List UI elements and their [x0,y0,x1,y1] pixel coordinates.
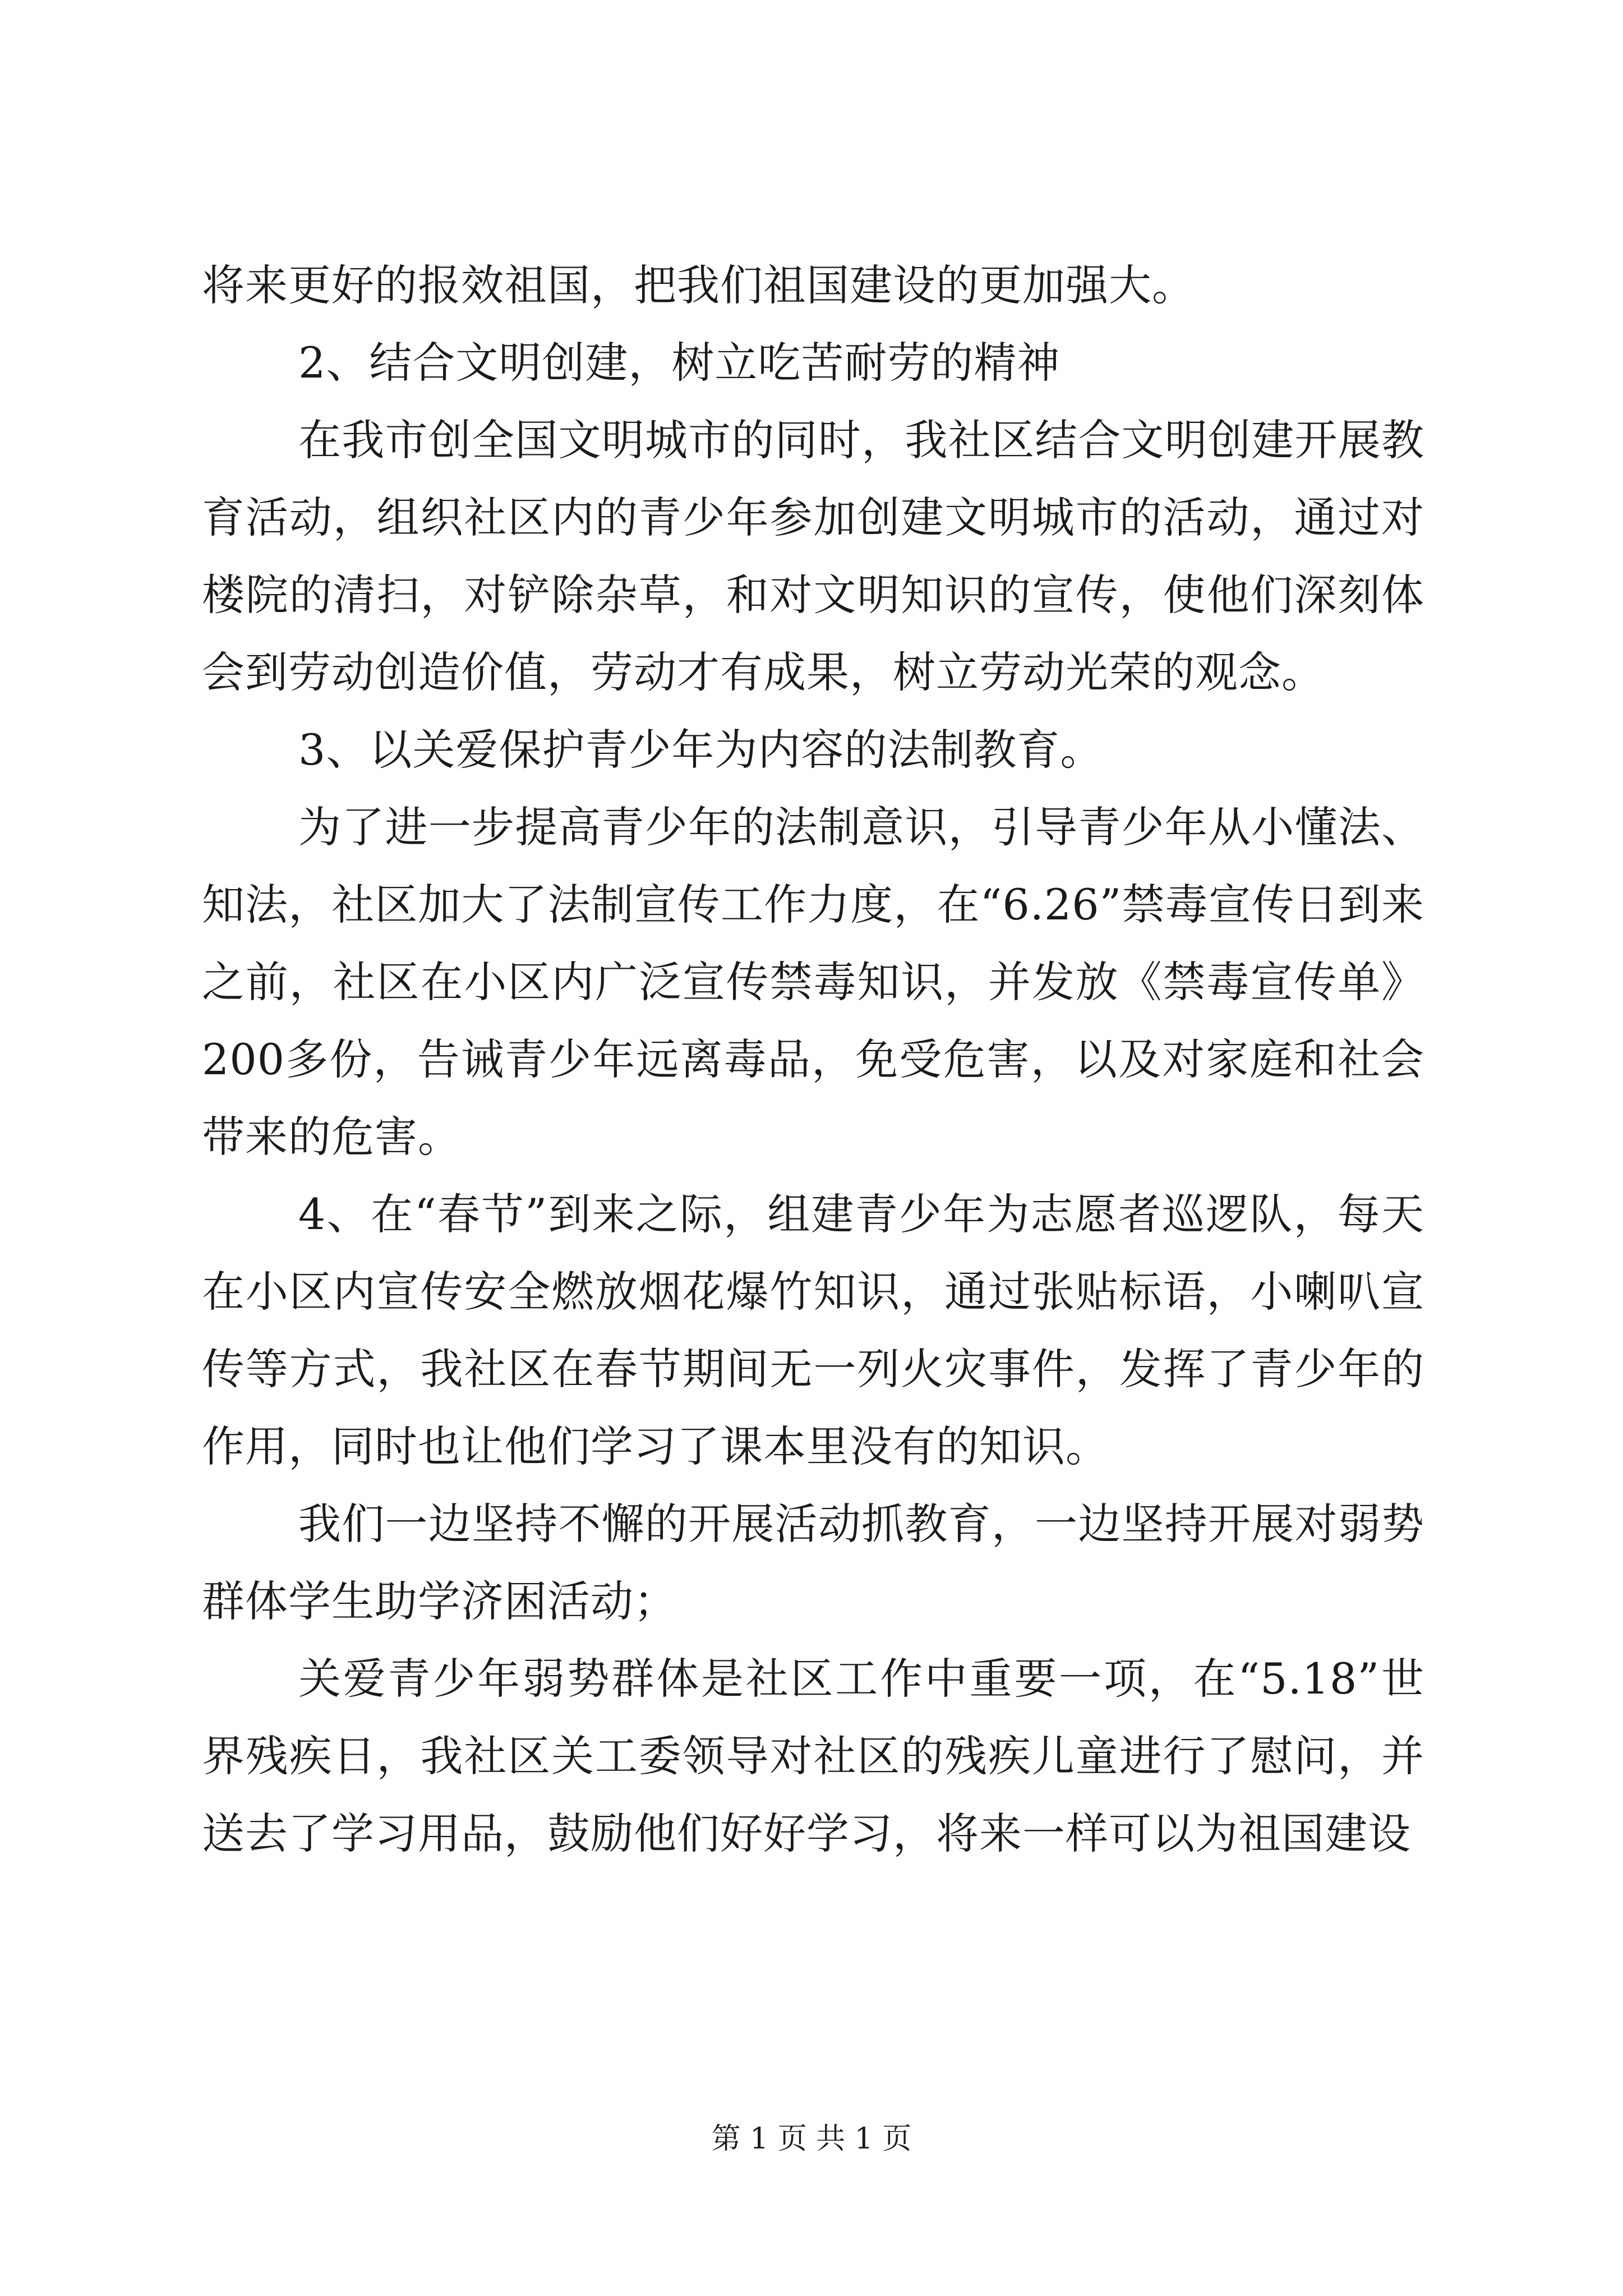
paragraph-3: 在我市创全国文明城市的同时，我社区结合文明创建开展教育活动，组织社区内的青少年参加创建文明城市的活动，通过对楼院的清扫，对铲除杂草，和对文明知识的宣传，使他们深刻体会到劳动创造价值，劳动才有成果，树立劳动光荣的观念。 [202,415,1424,697]
page-footer: 第 1 页 共 1 页 [711,2122,912,2156]
paragraph-2-heading: 2、结合文明创建，树立吃苦耐劳的精神 [298,338,1061,388]
paragraph-4-heading: 3、以关爱保护青少年为内容的法制教育。 [298,725,1104,775]
paragraph-1: 将来更好的报效祖国，把我们祖国建设的更加强大。 [202,260,1195,310]
paragraph-8: 关爱青少年弱势群体是社区工作中重要一项，在“5.18”世界残疾日，我社区关工委领导对社区的残疾儿童进行了慰问，并送去了学习用品，鼓励他们好好学习，将来一样可以为祖国建设 [202,1654,1424,1858]
paragraph-7: 我们一边坚持不懈的开展活动抓教育，一边坚持开展对弱势群体学生助学济困活动； [202,1499,1424,1626]
paragraph-5: 为了进一步提高青少年的法制意识，引导青少年从小懂法、知法，社区加大了法制宣传工作力度，在“6.26”禁毒宣传日到来之前，社区在小区内广泛宣传禁毒知识，并发放《禁毒宣传单》200多份，告诫青少年远离毒品，免受危害，以及对家庭和社会带来的危害。 [202,802,1424,1162]
paragraph-6: 4、在“春节”到来之际，组建青少年为志愿者巡逻队，每天在小区内宣传安全燃放烟花爆竹知识，通过张贴标语，小喇叭宣传等方式，我社区在春节期间无一列火灾事件，发挥了青少年的作用，同时也让他们学习了课本里没有的知识。 [202,1189,1424,1471]
body-text [202,247,1424,1872]
